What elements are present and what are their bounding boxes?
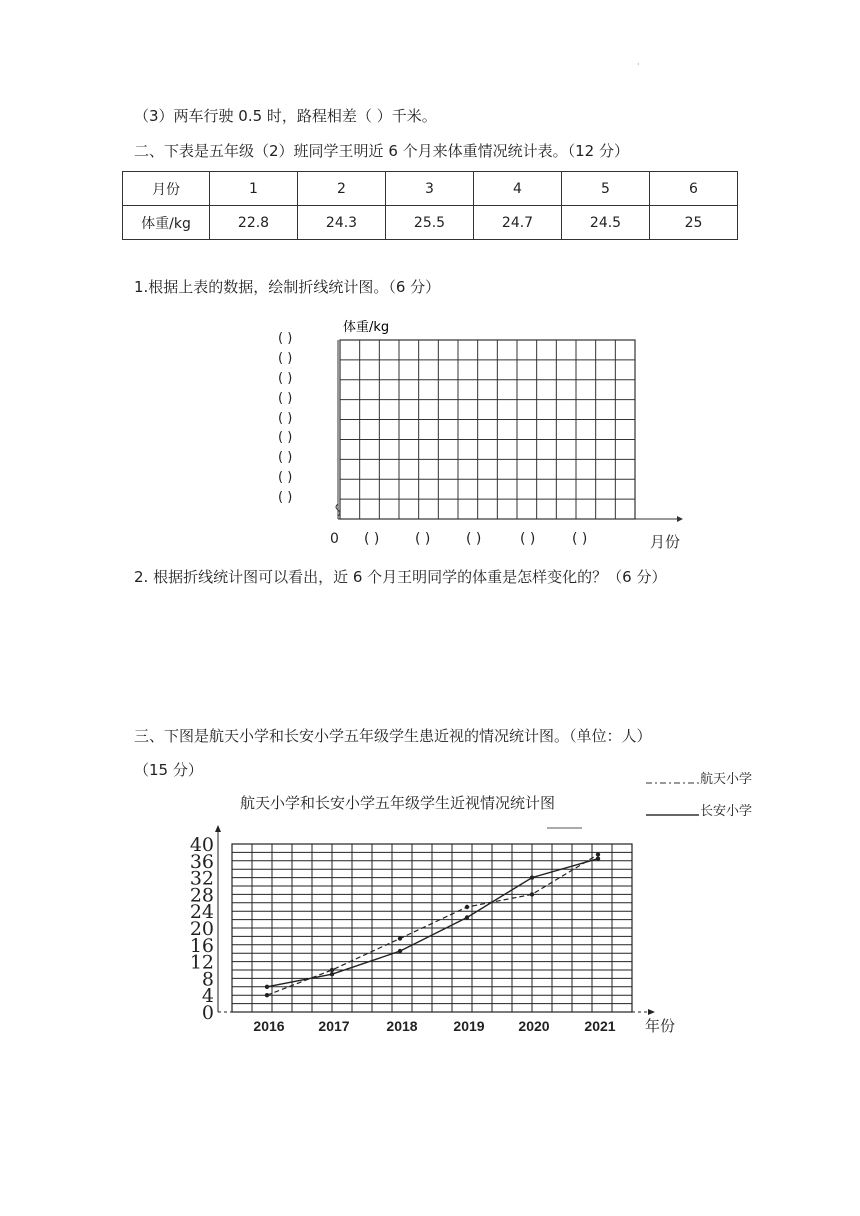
x-tick-label: 2016 [253, 1018, 285, 1034]
x-blank: ( ) [415, 531, 431, 547]
data-point-hangtian [265, 993, 269, 997]
x-blank: ( ) [572, 531, 588, 547]
weight-cell: 22.8 [210, 206, 298, 240]
y-blank: ( ) [278, 331, 293, 346]
data-point-hangtian [330, 968, 334, 972]
chart-y-arrow [215, 825, 221, 832]
data-point-hangtian [596, 852, 600, 856]
weight-cell: 24.3 [298, 206, 386, 240]
chart-title: 航天小学和长安小学五年级学生近视情况统计图 [240, 794, 556, 812]
question-3-text: （3）两车行驶 0.5 时，路程相差（ ）千米。 [134, 107, 437, 125]
weight-cell: 24.5 [562, 206, 650, 240]
month-cell: 3 [386, 172, 474, 206]
weight-cell: 25 [650, 206, 738, 240]
blank-grid [340, 340, 635, 519]
axis-break-mark [336, 504, 340, 516]
data-point-hangtian [398, 936, 402, 940]
month-cell: 5 [562, 172, 650, 206]
section-3-score: （15 分） [134, 761, 203, 779]
blank-grid-x-arrow [677, 516, 683, 522]
blank-grid-border [340, 340, 635, 519]
y-blank: ( ) [278, 490, 293, 506]
y-tick-label: 8 [201, 968, 214, 991]
data-point-hangtian [530, 892, 534, 896]
row-header-weight: 体重/kg [123, 206, 210, 240]
series-line-hangtian [267, 855, 598, 996]
data-point-hangtian [465, 905, 469, 909]
blank-grid-origin: 0 [330, 531, 339, 547]
month-cell: 6 [650, 172, 738, 206]
x-tick-label: 2017 [318, 1018, 350, 1034]
data-point-changan [330, 972, 334, 976]
month-cell: 1 [210, 172, 298, 206]
x-blank: ( ) [364, 531, 380, 547]
y-tick-label: 40 [189, 834, 214, 856]
y-blank: ( ) [278, 350, 293, 366]
chart-x-arrow [648, 1009, 655, 1015]
y-tick-label: 0 [201, 1002, 214, 1024]
y-blank: ( ) [278, 430, 293, 446]
legend-label-changan: 长安小学 [700, 804, 753, 819]
data-point-changan [530, 875, 534, 879]
y-tick-label: 4 [201, 985, 214, 1008]
blank-grid-xlabel: 月份 [650, 533, 681, 551]
chart-grid-border [232, 844, 632, 1012]
table-row-month [123, 172, 738, 206]
y-tick-label: 32 [189, 867, 214, 890]
row-header-month: 月份 [123, 172, 210, 206]
series-line-changan [267, 859, 598, 987]
question-2-text: 2. 根据折线统计图可以看出，近 6 个月王明同学的体重是怎样变化的？（6 分） [134, 568, 667, 586]
weight-table [122, 171, 738, 240]
month-cell: 4 [474, 172, 562, 206]
x-tick-label: 2018 [386, 1018, 418, 1034]
x-tick-label: 2020 [518, 1018, 550, 1034]
y-tick-label: 12 [189, 951, 214, 974]
chart-xlabel: 年份 [645, 1017, 676, 1035]
y-tick-label: 16 [189, 934, 214, 957]
table-row-weight [123, 206, 738, 240]
y-tick-label: 36 [189, 850, 214, 873]
y-tick-label: 20 [189, 918, 214, 940]
weight-cell: 24.7 [474, 206, 562, 240]
y-blank: ( ) [278, 450, 293, 466]
y-blank: ( ) [278, 470, 293, 486]
question-1-text: 1.根据上表的数据，绘制折线统计图。（6 分） [134, 278, 441, 296]
data-point-changan [596, 857, 600, 861]
data-point-changan [398, 949, 402, 953]
weight-cell: 25.5 [386, 206, 474, 240]
data-point-changan [465, 915, 469, 919]
month-cell: 2 [298, 172, 386, 206]
y-blank: ( ) [278, 370, 293, 386]
legend-label-hangtian: 航天小学 [700, 772, 753, 787]
section-2-title: 二、下表是五年级（2）班同学王明近 6 个月来体重情况统计表。（12 分） [134, 142, 629, 160]
y-tick-label: 24 [189, 901, 214, 924]
x-blank: ( ) [466, 531, 482, 547]
y-blank: ( ) [278, 410, 293, 426]
y-blank: ( ) [278, 390, 293, 406]
page-mark: · [637, 60, 640, 69]
data-point-changan [265, 985, 269, 989]
blank-grid-ylabel: 体重/kg [343, 320, 390, 335]
x-tick-label: 2019 [453, 1018, 485, 1034]
x-tick-label: 2021 [584, 1018, 616, 1034]
y-tick-label: 28 [189, 884, 214, 907]
x-blank: ( ) [520, 531, 536, 547]
section-3-title: 三、下图是航天小学和长安小学五年级学生患近视的情况统计图。（单位：人） [134, 727, 652, 745]
